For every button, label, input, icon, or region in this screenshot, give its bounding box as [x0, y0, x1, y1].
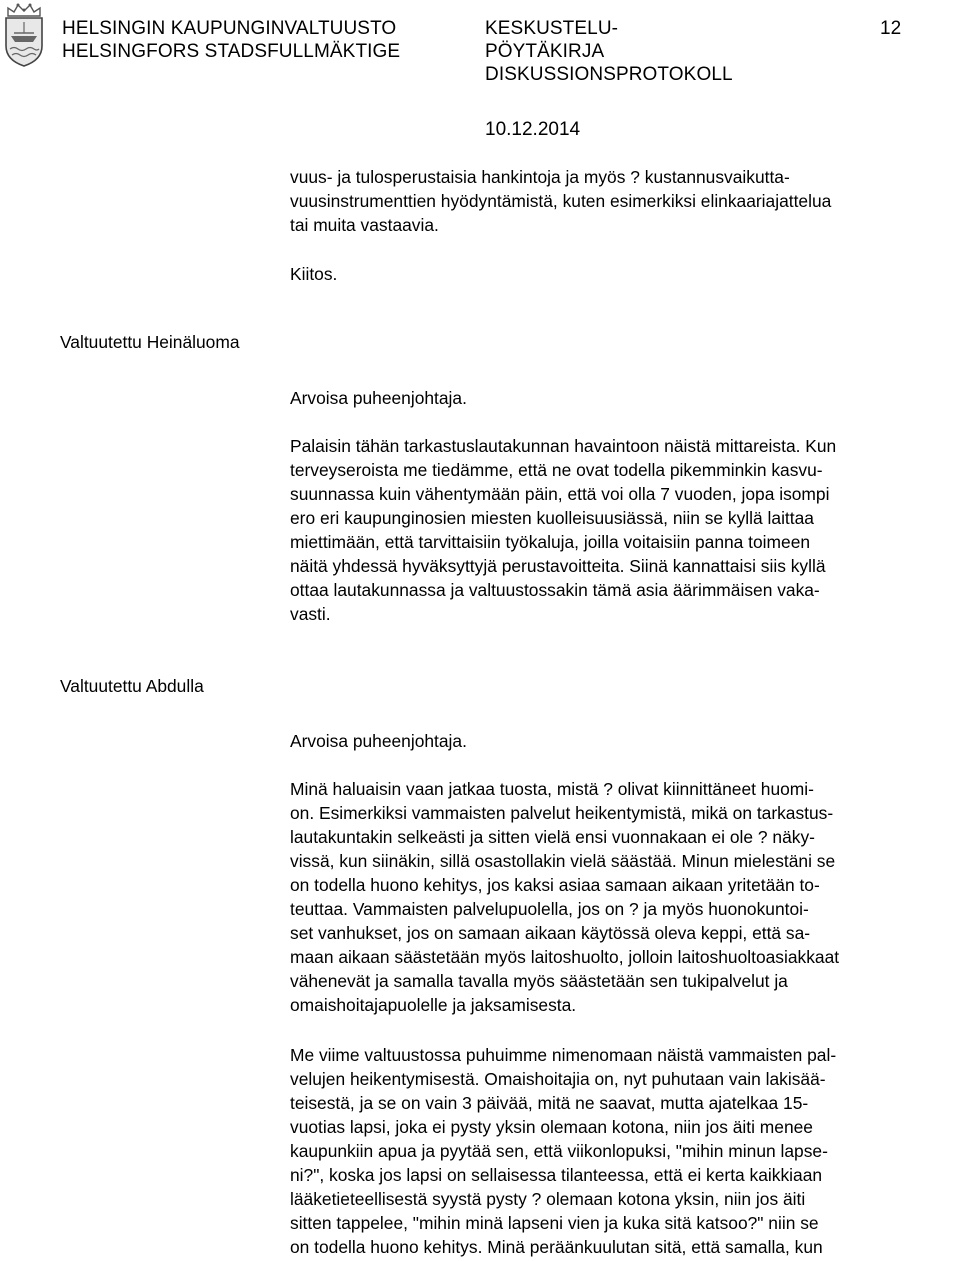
intro-line: tai muita vastaavia. [290, 215, 439, 235]
page-header [0, 0, 960, 140]
speech-line: Me viime valtuustossa puhuimme nimenomaan näistä vammaisten pal- [290, 1045, 837, 1065]
helsinki-coat-of-arms-icon [2, 2, 46, 68]
intro-line: vuus- ja tulosperustaisia hankintoja ja myös ? kustannusvaikutta- [290, 167, 790, 187]
doc-type-line-3: DISKUSSIONSPROTOKOLL [485, 64, 733, 85]
intro-line: vuusinstrumenttien hyödyntämistä, kuten esimerkiksi elinkaariajattelua [290, 191, 832, 211]
speech-line: kaupunkiin apua ja pyytää sen, että viikonlopuksi, "mihin minun lapse- [290, 1141, 828, 1161]
speech-line: on. Esimerkiksi vammaisten palvelut heikentymistä, mikä on tarkastus- [290, 803, 834, 823]
speech-line: vasti. [290, 604, 331, 624]
speech-line: ni?", koska jos lapsi on sellaisessa tilanteessa, että ei kerta kaikkiaan [290, 1165, 823, 1185]
speech-line: ero eri kaupunginosien miesten kuolleisuusiässä, niin se kyllä laittaa [290, 508, 814, 528]
speaker-name: Valtuutettu Abdulla [60, 676, 204, 696]
speech-line: terveyseroista me tiedämme, että ne ovat todella pikemminkin kasvu- [290, 460, 823, 480]
speech-line: teuttaa. Vammaisten palvelupuolella, jos on ? ja myös huonokuntoi- [290, 899, 809, 919]
speech-line: omaishoitajapuolelle ja jaksamisesta. [290, 995, 577, 1015]
speech-line: Minä haluaisin vaan jatkaa tuosta, mistä ? olivat kiinnittäneet huomi- [290, 779, 814, 799]
speech-line: lautakuntakin selkeästi ja sitten vielä ensi vuonnakaan ei ole ? näky- [290, 827, 815, 847]
speech-line: vissä, kun siinäkin, sillä osastollakin vielä säästää. Minun mielestäni se [290, 851, 836, 871]
speech-line: on todella huono kehitys. Minä peräänkuulutan sitä, että samalla, kun [290, 1237, 823, 1257]
speech-line: Palaisin tähän tarkastuslautakunnan havaintoon näistä mittareista. Kun [290, 436, 837, 456]
speech-line: on todella huono kehitys, jos kaksi asiaa samaan aikaan yritetään to- [290, 875, 820, 895]
speech-line: näitä yhdessä hyväksyttyjä perustavoitteita. Siinä kannattaisi siis kyllä [290, 556, 826, 576]
salutation: Arvoisa puheenjohtaja. [290, 731, 467, 751]
closing-thanks: Kiitos. [290, 264, 338, 284]
organization-names [62, 17, 400, 63]
speech-line: sitten tappelee, "mihin minä lapseni vien ja kuka sitä katsoo?" niin se [290, 1213, 819, 1233]
speech-line: vähenevät ja samalla tavalla myös säästetään sen tukipalvelut ja [290, 971, 788, 991]
org-name-swedish: HELSINGFORS STADSFULLMÄKTIGE [62, 41, 401, 62]
speech-line: lääketieteellisestä syystä pysty ? olemaan kotona yksin, niin jos äiti [290, 1189, 806, 1209]
document-type [485, 17, 733, 86]
speech-line: velujen heikentymisestä. Omaishoitajia on, nyt puhutaan vain lakisää- [290, 1069, 826, 1089]
speaker-name: Valtuutettu Heinäluoma [60, 332, 240, 352]
speech-line: ottaa lautakunnassa ja valtuustossakin tämä asia äärimmäisen vaka- [290, 580, 820, 600]
doc-type-line-2: PÖYTÄKIRJA [485, 41, 605, 62]
document-date: 10.12.2014 [485, 119, 581, 140]
speech-line: miettimään, että tarvittaisiin työkaluja, joilla voitaisiin panna toimeen [290, 532, 811, 552]
speech-line: teisestä, ja se on vain 3 päivää, mitä ne saavat, mutta ajatelkaa 15- [290, 1093, 809, 1113]
org-name-finnish: HELSINGIN KAUPUNGINVALTUUSTO [62, 18, 397, 39]
page-number: 12 [880, 18, 902, 39]
salutation: Arvoisa puheenjohtaja. [290, 388, 467, 408]
speech-line: set vanhukset, jos on samaan aikaan käytössä oleva keppi, että sa- [290, 923, 811, 943]
speech-line: suunnassa kuin vähentymään päin, että voi olla 7 vuoden, jopa isompi [290, 484, 830, 504]
speech-line: vuotias lapsi, joka ei pysty yksin olemaan kotona, niin jos äiti menee [290, 1117, 813, 1137]
doc-type-line-1: KESKUSTELU- [485, 18, 619, 39]
speech-line: maan aikaan säästetään myös laitoshuolto, jolloin laitoshuoltoasiakkaat [290, 947, 840, 967]
